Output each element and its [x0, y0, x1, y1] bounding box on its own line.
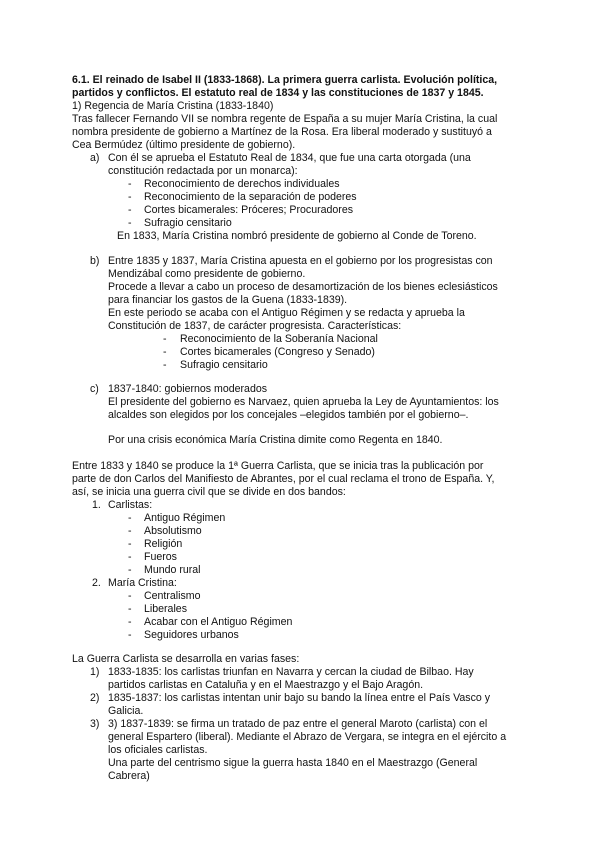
title-line-2: partidos y conflictos. El estatuto real de 1834 y las constituciones de 1837 y 1845.	[72, 87, 484, 99]
bullet-item: Reconocimiento de la Soberanía Nacional	[180, 333, 378, 345]
list-item-line: Mendizábal como presidente de gobierno.	[108, 268, 306, 280]
bullet-dash: -	[128, 538, 132, 550]
phase-line: 1835-1837: los carlistas intentan unir bajo su bando la línea entre el País Vasco y	[108, 692, 491, 704]
list-item-line: constitución redactada por un monarca):	[108, 165, 298, 177]
phase-line: partidos carlistas en Cataluña y en el Maestrazgo y el Bajo Aragón.	[108, 679, 424, 691]
group-label: Carlistas:	[108, 499, 153, 511]
bullet-item: Religión	[144, 538, 183, 550]
paragraph-line: parte de don Carlos del Manifiesto de Abrantes, por el cual reclama el trono de España. Y,	[72, 473, 495, 485]
paragraph-line: Por una crisis económica María Cristina dimite como Regenta en 1840.	[108, 434, 443, 446]
bullet-dash: -	[163, 346, 167, 358]
list-marker: 1.	[92, 499, 101, 511]
list-item-line: alcaldes son elegidos por los concejales –elegidos también por el gobierno–.	[108, 409, 469, 421]
list-item-line: Entre 1835 y 1837, María Cristina apuesta en el gobierno por los progresistas con	[108, 255, 493, 267]
section-heading: 1) Regencia de María Cristina (1833-1840)	[72, 100, 274, 112]
phase-line: 1833-1835: los carlistas triunfan en Navarra y cercan la ciudad de Bilbao. Hay	[108, 666, 474, 678]
phase-line: Galicia.	[108, 705, 144, 717]
bullet-dash: -	[128, 590, 132, 602]
phase-line: Una parte del centrismo sigue la guerra hasta 1840 en el Maestrazgo (General	[108, 757, 478, 769]
bullet-dash: -	[128, 178, 132, 190]
bullet-item: Acabar con el Antiguo Régimen	[144, 616, 293, 628]
bullet-dash: -	[128, 564, 132, 576]
phase-line: 3) 1837-1839: se firma un tratado de paz entre el general Maroto (carlista) con el	[108, 718, 488, 730]
paragraph-line: Tras fallecer Fernando VII se nombra regente de España a su mujer María Cristina, la cual	[72, 113, 498, 125]
bullet-item: Seguidores urbanos	[144, 629, 239, 641]
bullet-item: Cortes bicamerales (Congreso y Senado)	[180, 346, 375, 358]
bullet-dash: -	[163, 359, 167, 371]
list-item-line: Con él se aprueba el Estatuto Real de 1834, que fue una carta otorgada (una	[108, 152, 471, 164]
bullet-item: Sufragio censitario	[180, 359, 268, 371]
list-item-line: El presidente del gobierno es Narvaez, quien aprueba la Ley de Ayuntamientos: los	[108, 396, 499, 408]
list-item-line: En este periodo se acaba con el Antiguo Régimen y se redacta y aprueba la	[108, 307, 465, 319]
list-item-line: para financiar los gastos de la Guena (1833-1839).	[108, 294, 348, 306]
bullet-item: Mundo rural	[144, 564, 201, 576]
phase-line: general Espartero (liberal). Mediante el Abrazo de Vergara, se integra en el ejército a	[108, 731, 507, 743]
paragraph-line: La Guerra Carlista se desarrolla en varias fases:	[72, 653, 300, 665]
list-marker: c)	[90, 383, 99, 395]
list-item-line: Procede a llevar a cabo un proceso de desamortización de los bienes eclesiásticos	[108, 281, 498, 293]
bullet-item: Centralismo	[144, 590, 201, 602]
bullet-item: Antiguo Régimen	[144, 512, 226, 524]
bullet-dash: -	[163, 333, 167, 345]
bullet-item: Reconocimiento de derechos individuales	[144, 178, 340, 190]
bullet-dash: -	[128, 191, 132, 203]
paragraph-line: En 1833, María Cristina nombró presidente de gobierno al Conde de Toreno.	[117, 230, 477, 242]
list-marker: 1)	[90, 666, 100, 678]
paragraph-line: Cea Bermúdez (último presidente de gobierno).	[72, 139, 296, 151]
bullet-dash: -	[128, 217, 132, 229]
bullet-dash: -	[128, 551, 132, 563]
list-marker: 2.	[92, 577, 101, 589]
phase-line: Cabrera)	[108, 770, 150, 782]
bullet-item: Sufragio censitario	[144, 217, 232, 229]
bullet-dash: -	[128, 616, 132, 628]
paragraph-line: nombra presidente de gobierno a Martínez de la Rosa. Era liberal moderado y sustituyó a	[72, 126, 492, 138]
bullet-dash: -	[128, 603, 132, 615]
list-marker: 2)	[90, 692, 100, 704]
bullet-item: Absolutismo	[144, 525, 202, 537]
bullet-dash: -	[128, 512, 132, 524]
list-item-line: 1837-1840: gobiernos moderados	[108, 383, 268, 395]
list-marker: 3)	[90, 718, 100, 730]
title-line-1: 6.1. El reinado de Isabel II (1833-1868). La primera guerra carlista. Evolución política,	[72, 74, 498, 86]
bullet-item: Fueros	[144, 551, 177, 563]
bullet-item: Reconocimiento de la separación de poderes	[144, 191, 357, 203]
bullet-dash: -	[128, 525, 132, 537]
list-marker: a)	[90, 152, 100, 164]
bullet-item: Cortes bicamerales: Próceres; Procuradores	[144, 204, 354, 216]
paragraph-line: así, se inicia una guerra civil que se divide en dos bandos:	[72, 486, 346, 498]
phase-line: los oficiales carlistas.	[108, 744, 208, 756]
list-item-line: Constitución de 1837, de carácter progresista. Características:	[108, 320, 402, 332]
bullet-item: Liberales	[144, 603, 187, 615]
bullet-dash: -	[128, 204, 132, 216]
list-marker: b)	[90, 255, 100, 267]
group-label: María Cristina:	[108, 577, 177, 589]
bullet-dash: -	[128, 629, 132, 641]
paragraph-line: Entre 1833 y 1840 se produce la 1ª Guerra Carlista, que se inicia tras la publicación por	[72, 460, 484, 472]
